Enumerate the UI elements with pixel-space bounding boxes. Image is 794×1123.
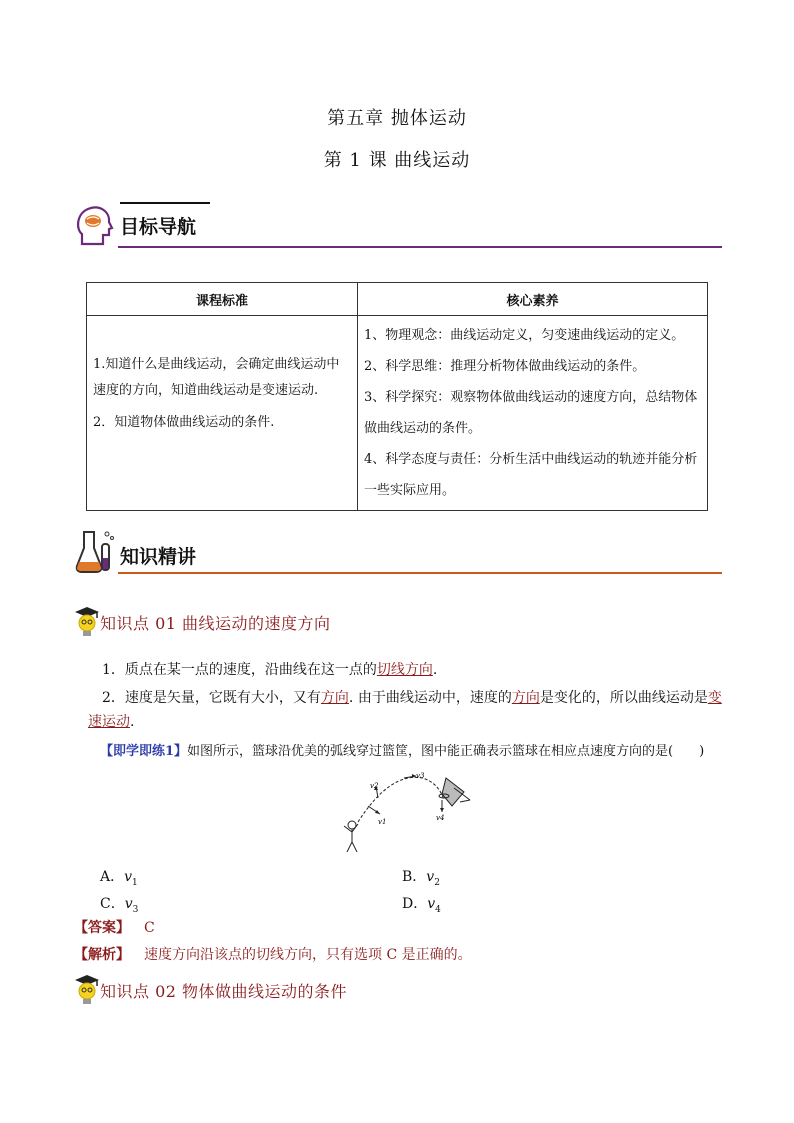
flask-icon [74, 528, 116, 574]
option-c: C．$v_3$ [100, 896, 139, 915]
table-header-standard: 课程标准 [87, 283, 358, 316]
knowledge-point-2-title: 知识点 02 物体做曲线运动的条件 [100, 982, 348, 1001]
chapter-title: 第五章 抛体运动 [327, 108, 467, 129]
kp1-paragraph-1: 1．质点在某一点的速度，沿曲线在这一点的切线方向. [102, 662, 438, 678]
analysis-line [74, 943, 472, 967]
graduate-bulb-icon [72, 972, 102, 1006]
practice-question [100, 740, 730, 764]
knowledge-point-1-heading [72, 604, 472, 638]
answer-value: C [144, 920, 155, 936]
option-a: A．$v_1$ [100, 869, 138, 888]
section-title-knowledge: 知识精讲 [120, 546, 197, 568]
literacy-item-1: 1、物理观念：曲线运动定义，匀变速曲线运动的定义。 [364, 328, 685, 343]
section-heading-knowledge [74, 528, 722, 574]
table-header-literacy: 核心素养 [358, 283, 708, 316]
option-d: D．$v_4$ [402, 896, 441, 915]
standard-cell [87, 316, 358, 511]
graduate-bulb-icon [72, 604, 102, 638]
option-b: B．$v_2$ [402, 869, 440, 888]
literacy-item-3: 3、科学探究：观察物体做曲线运动的速度方向，总结物体做曲线运动的条件。 [364, 390, 698, 436]
kp1-paragraph-2: 2．速度是矢量，它既有大小，又有方向. 由于曲线运动中，速度的方向是变化的，所以曲线运动是变速运动. [88, 690, 722, 730]
literacy-item-2: 2、科学思维：推理分析物体做曲线运动的条件。 [364, 359, 646, 374]
analysis-text: 速度方向沿该点的切线方向，只有选项 C 是正确的。 [144, 947, 472, 963]
keyword-tangent: 切线方向 [376, 662, 433, 678]
section-title-goals: 目标导航 [120, 216, 197, 238]
lesson-title: 第 1 课 曲线运动 [323, 150, 471, 171]
section-heading-goals [74, 202, 722, 248]
knowledge-point-2-heading [72, 972, 472, 1006]
literacy-cell [358, 316, 708, 511]
standard-item-1: 1.知道什么是曲线运动，会确定曲线运动中速度的方向，知道曲线运动是变速运动. [93, 357, 340, 398]
knowledge-point-1-title: 知识点 01 曲线运动的速度方向 [100, 614, 331, 633]
figure-label-v1: v1 [378, 818, 387, 826]
figure-label-v3: v3 [416, 772, 425, 780]
figure-label-v4: v4 [436, 814, 445, 822]
answer-tag: 【答案】 [74, 920, 130, 936]
figure-label-v2: v2 [370, 782, 379, 790]
analysis-tag: 【解析】 [74, 947, 130, 963]
literacy-item-4: 4、科学态度与责任：分析生活中曲线运动的轨迹并能分析一些实际应用。 [364, 452, 698, 498]
standard-item-2: 2．知道物体做曲线运动的条件. [93, 415, 275, 430]
brain-head-icon [74, 204, 114, 248]
basketball-trajectory-figure [330, 766, 480, 856]
answer-line [74, 916, 155, 940]
standards-table [86, 282, 708, 511]
practice-text: 如图所示，篮球沿优美的弧线穿过篮筐，图中能正确表示篮球在相应点速度方向的是( ) [187, 744, 705, 759]
practice-tag: 【即学即练1】 [100, 744, 188, 759]
